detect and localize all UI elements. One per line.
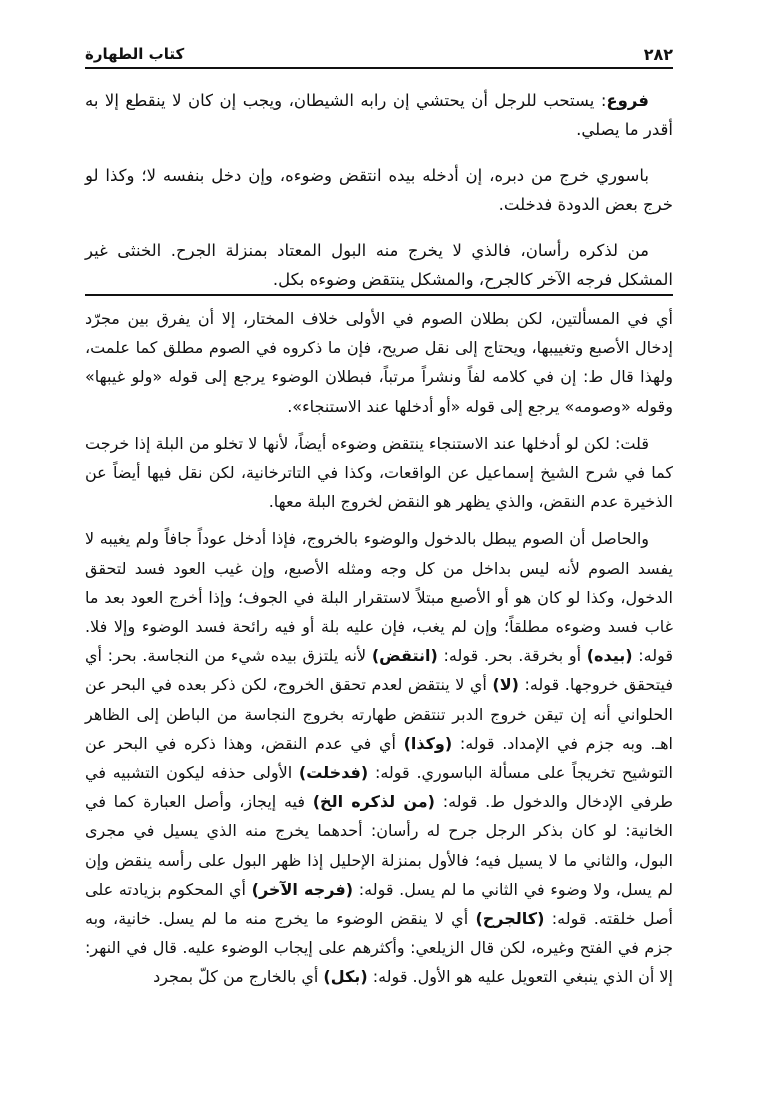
running-title: كتاب الطهارة [85,45,185,63]
note-text: والحاصل أن الصوم يبطل بالدخول والوضوء بالخروج، فإذا أدخل عوداً جافاً ولم يغيبه لا يفسد الصوم لأنه ليس بداخل من كل وجه ومثله الأصبع، وإن غيب العود فسد لتحقق الدخول، وكذا لو كان هو أو الأصبع مبتلاً لاستقرار البلة في الجوف؛ وإذا أخرج العود بعد ما غاب فسد وضوءه مطلقاً؛ وإن لم يغب، فإن عليه بلة أو فيه رائحة فسد الوضوء وإلا فلا. قوله: [85,529,674,666]
page-number: ٢٨٢ [643,45,673,64]
note-text: أي المحكوم بزيادته على أصل خلقته. قوله: [85,879,674,929]
main-text [85,86,673,294]
note-text: أي بالخارج من كلّ بمجرد [153,967,324,987]
main-paragraph-basuri: باسوري خرج من دبره، إن أدخله بيده انتقض وضوءه، وإن دخل بنفسه لا؛ وكذا لو خرج بعض الدودة فدخلت. [85,166,673,214]
main-paragraph-two-heads: من لذكره رأسان، فالذي لا يخرج منه البول المعتاد بمنزلة الجرح. الخنثى غير المشكل فرجه الآخر كالجرح، والمشكل ينتقض وضوءه بكل. [85,241,673,289]
footnote-divider [85,294,673,296]
quoted-term: (انتقض) [371,646,438,666]
note-text: لأنه يلتزق بيده شيء من النجاسة. بحر: أي فيتحقق خروجها. قوله: [85,646,673,695]
furu-heading: فروع [606,91,649,110]
quoted-term: (بيده) [586,646,633,666]
quoted-term: (كالجرح) [475,909,545,929]
quoted-term: (من لذكره الخ) [312,792,435,812]
note-text: الأولى حذفه ليكون التشبيه في طرفي الإدخال والدخول ط. قوله: [85,763,674,812]
note-text: فيه إيجاز، وأصل العبارة كما في الخانية: لو كان بذكر الرجل جرح له رأسان: أحدهما يخرج منه الذي يسيل في مجرى البول، والثاني ما لا يسيل فيه؛ فالأول بمنزلة الإحليل إذا ظهر البول على رأسه ينقض وإن لم يسل، ولا وضوء في الثاني ما لم يسل. قوله: [85,792,673,899]
note-paragraph-summary [85,524,673,991]
page-header [85,43,673,69]
note-text: أو بخرقة. بحر. قوله: [437,646,587,666]
note-text: أي في عدم النقض، وهذا ذكره في البحر عن التوشيح تخريجاً على مسألة الباسوري. قوله: [85,733,673,783]
note-text: أي لا ينقض الوضوء ما يخرج منه ما لم يسل. خانية، وبه جزم في الفتح وغيره، لكن قال الزيلعي: وأكثرهم على إيجاب الوضوء عليه. قال في النهر: إلا أن الذي ينبغي التعويل عليه هو الأول. قوله: [85,909,673,987]
commentary-notes [85,304,673,992]
quoted-term: (وكذا) [403,733,453,753]
quoted-term: (فدخلت) [298,763,369,783]
furu-text: : يستحب للرجل أن يحتشي إن رابه الشيطان، ويجب إن كان لا ينقطع إلا به أقدر ما يصلي. [85,91,673,139]
quoted-term: (بكل) [323,967,368,987]
note-paragraph: قلت: لكن لو أدخلها عند الاستنجاء ينتقض وضوءه أيضاً، لأنها لا تخلو من البلة إذا خرجت كما في شرح الشيخ إسماعيل عن الواقعات، وكذا في التاترخانية، لكن نقل فيها أيضاً عن الذخيرة عدم النقض، والذي يظهر هو النقض لخروج البلة معها. [85,433,673,512]
main-paragraph-furu [85,86,673,144]
quoted-term: (لا) [492,675,519,695]
note-paragraph: أي في المسألتين، لكن بطلان الصوم في الأولى خلاف المختار، إلا أن يفرق بين مجرّد إدخال الأصبع وتغييبها، ويحتاج إلى نقل صريح، فإن ما ذكروه في الصوم مطلق كما علمت، ولهذا قال ط: إن في كلامه لفاً ونشراً مرتباً، فبطلان الوضوء يرجع إلى قوله «ولو غيبها» وقوله «وصومه» يرجع إلى قوله «أو أدخلها عند الاستنجاء». [85,309,673,416]
note-text: أي لا ينتقض لعدم تحقق الخروج، لكن ذكر بعده في البحر عن الحلواني أنه إن تيقن خروج الدبر تنتقض طهارته بخروج النجاسة من الباطن إلى الظاهر اهـ. وبه جزم في الإمداد. قوله: [85,675,673,753]
quoted-term: (فرجه الآخر) [251,879,354,899]
